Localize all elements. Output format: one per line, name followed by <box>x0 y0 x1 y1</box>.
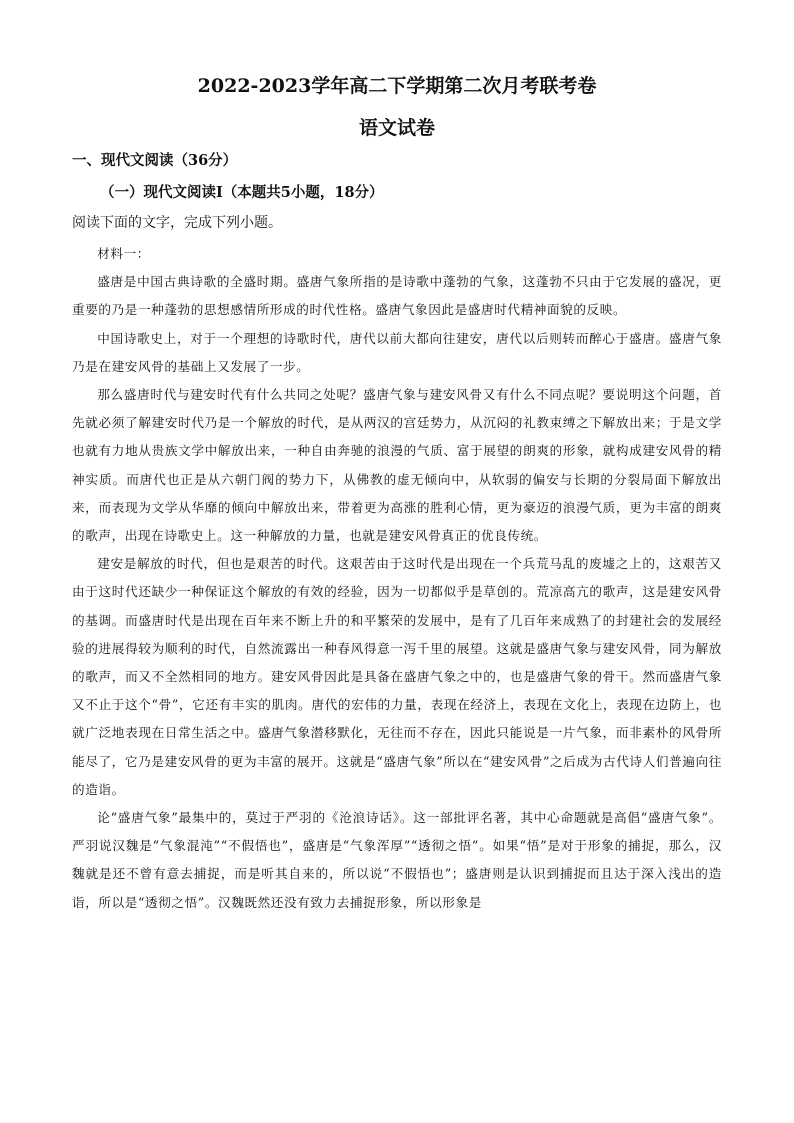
section-heading: 一、现代文阅读（36分） <box>72 152 238 169</box>
reading-instruction: 阅读下面的文字，完成下列小题。 <box>72 215 282 231</box>
exam-subject-title: 语文试卷 <box>358 117 435 139</box>
exam-title: 2022-2023学年高二下学期第二次月考联考卷 <box>197 75 597 97</box>
material-label: 材料一： <box>97 246 150 261</box>
passage-paragraph: 中国诗歌史上，对于一个理想的诗歌时代，唐代以前大都向往建安，唐代以后则转而醉心于盛唐。盛唐气象乃是在建安风骨的基础上又发展了一步。 <box>72 330 722 374</box>
passage-paragraph: 那么盛唐时代与建安时代有什么共同之处呢？盛唐气象与建安风骨又有什么不同点呢？要说明这个问题，首先就必须了解建安时代乃是一个解放的时代，是从两汉的宫廷势力，从沉闷的礼教束缚之下解放出来；于是文学也就有力地从贵族文学中解放出来，一种自由奔驰的浪漫的气质、富于展望的朗爽的形象，就构成建安风骨的精神实质。而唐代也正是从六朝门阀的势力下，从佛教的虚无倾向中，从软弱的偏安与长期的分裂局面下解放出来，而表现为文学从华靡的倾向中解放出来，带着更为高涨的胜利心情，更为豪迈的浪漫气质，更为丰富的朗爽的歌声，出现在诗歌史上。这一种解放的力量，也就是建安风骨真正的优良传统。 <box>72 387 722 544</box>
passage-paragraph: 论“盛唐气象”最集中的，莫过于严羽的《沧浪诗话》。这一部批评名著，其中心命题就是高倡“盛唐气象”。严羽说汉魏是“气象混沌”“不假悟也”，盛唐是“气象浑厚”“透彻之悟”。如果“悟”是对于形象的捕捉，那么，汉魏就是还不曾有意去捕捉，而是听其自来的，所以说“不假悟也”；盛唐则是认识到捕捉而且达于深入浅出的造诣，所以是“透彻之悟”。汉魏既然还没有致力去捕捉形象，所以形象是 <box>72 810 722 910</box>
subsection-heading: （一）现代文阅读Ⅰ（本题共5小题，18分） <box>100 184 384 201</box>
reading-passage <box>72 240 722 917</box>
passage-paragraph: 建安是解放的时代，但也是艰苦的时代。这艰苦由于这时代是出现在一个兵荒马乱的废墟之上的，这艰苦又由于这时代还缺少一种保证这个解放的有效的经验，因为一切都似乎是草创的。荒凉高亢的歌声，这是建安风骨的基调。而盛唐时代是出现在百年来不断上升的和平繁荣的发展中，是有了几百年来成熟了的封建社会的发展经验的进展得较为顺利的时代，自然流露出一种春风得意一泻千里的展望。这就是盛唐气象与建安风骨，同为解放的歌声，而又不全然相同的地方。建安风骨因此是具备在盛唐气象之中的，也是盛唐气象的骨干。然而盛唐气象又不止于这个“骨”，它还有丰实的肌肉。唐代的宏伟的力量，表现在经济上，表现在文化上，表现在边防上，也就广泛地表现在日常生活之中。盛唐气象潜移默化，无往而不存在，因此只能说是一片气象，而非素朴的风骨所能尽了，它乃是建安风骨的更为丰富的展开。这就是“盛唐气象”所以在“建安风骨”之后成为古代诗人们普遍向往的造诣。 <box>72 556 722 797</box>
passage-paragraph: 盛唐是中国古典诗歌的全盛时期。盛唐气象所指的是诗歌中蓬勃的气象，这蓬勃不只由于它发展的盛况，更重要的乃是一种蓬勃的思想感情所形成的时代性格。盛唐气象因此是盛唐时代精神面貌的反映。 <box>72 274 722 318</box>
